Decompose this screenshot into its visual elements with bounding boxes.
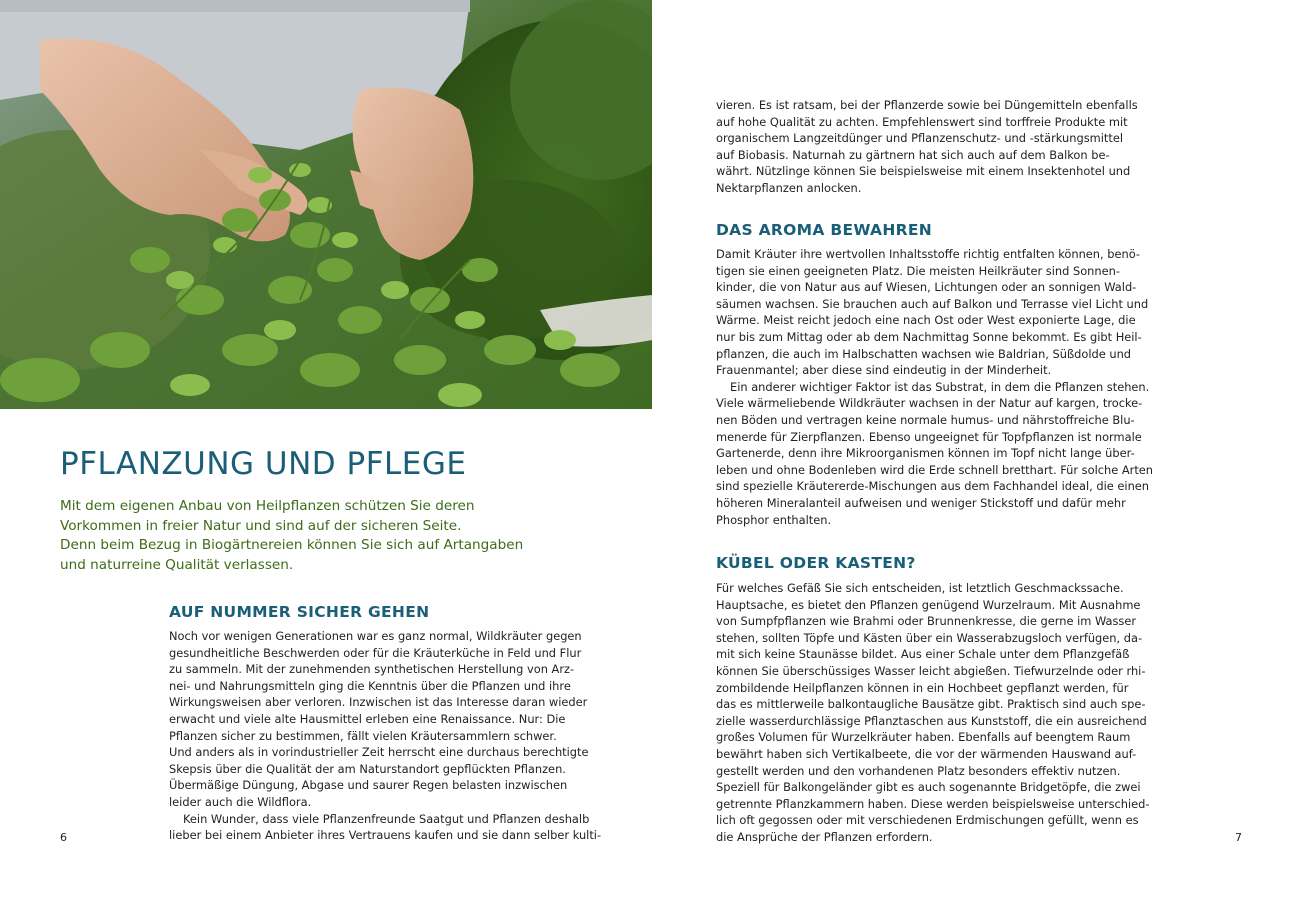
body-line: nen Böden und vertragen keine normale humus- und nährstoffreiche Blu-	[716, 412, 1135, 427]
section-heading-sicher: AUF NUMMER SICHER GEHEN	[169, 603, 430, 621]
body-line: Viele wärmeliebende Wildkräuter wachsen in der Natur auf kargen, trocke-	[716, 396, 1143, 411]
body-line: können Sie überschüssiges Wasser leicht abgießen. Tiefwurzelnde oder rhi-	[716, 663, 1146, 678]
body-line: organischem Langzeitdünger und Pflanzenschutz- und -stärkungsmittel	[716, 131, 1124, 146]
body-line: auf Biobasis. Naturnah zu gärtnern hat sich auch auf dem Balkon be-	[716, 147, 1110, 162]
page-number-right: 7	[1235, 831, 1242, 844]
herb-photo	[0, 0, 652, 409]
body-line: bewährt haben sich Vertikalbeete, die vor der wärmenden Hauswand auf-	[716, 746, 1137, 761]
body-line: pflanzen, die auch im Halbschatten wachsen wie Baldrian, Süßdolde und	[716, 346, 1132, 361]
body-line: gesundheitliche Beschwerden oder für die Kräuterküche in Feld und Flur	[169, 645, 582, 660]
body-line: auf hohe Qualität zu achten. Empfehlenswert sind torffreie Produkte mit	[716, 114, 1128, 129]
body-line: nur bis zum Mittag oder ab dem Nachmittag Sonne bekommt. Es gibt Heil-	[716, 329, 1142, 344]
body-line: Wärme. Meist reicht jedoch eine nach Ost oder West exponierte Lage, die	[716, 313, 1136, 328]
body-line: erwacht und viele alte Hausmittel erleben eine Renaissance. Nur: Die	[169, 711, 566, 726]
page-number-left: 6	[60, 831, 67, 844]
intro-body	[716, 97, 1156, 197]
section-body-kuebel	[716, 580, 1156, 846]
body-line: Wirkungsweisen aber verloren. Inzwischen ist das Interesse daran wieder	[169, 695, 588, 710]
body-line: Übermäßige Düngung, Abgase und saurer Regen belasten inzwischen	[169, 778, 568, 793]
lead-line: Mit dem eigenen Anbau von Heilpflanzen schützen Sie deren	[60, 498, 475, 514]
section-body-aroma	[716, 246, 1156, 528]
body-line: Gartenerde, denn ihre Mikroorganismen können im Topf nicht lange über-	[716, 446, 1135, 461]
hands-picking-oregano-icon	[0, 0, 652, 409]
body-line: Hauptsache, es bietet den Pflanzen genügend Wurzelraum. Mit Ausnahme	[716, 597, 1141, 612]
body-line: Skepsis über die Qualität der am Naturstandort gepflückten Pflanzen.	[169, 761, 566, 776]
body-line: Speziell für Balkongeländer gibt es auch sogenannte Bridgetöpfe, die zwei	[716, 780, 1141, 795]
body-line: höheren Mineralanteil aufweisen und weniger Stickstoff und dafür mehr	[716, 495, 1126, 510]
body-line: Nektarpflanzen anlocken.	[716, 180, 862, 195]
body-line: die Ansprüche der Pflanzen erfordern.	[716, 829, 933, 844]
body-line: Ein anderer wichtiger Faktor ist das Substrat, in dem die Pflanzen stehen.	[730, 379, 1150, 394]
section-heading-kuebel: KÜBEL ODER KASTEN?	[716, 554, 916, 572]
body-line: Und anders als in vorindustrieller Zeit herrscht eine durchaus berechtigte	[169, 745, 589, 760]
body-line: stehen, sollten Töpfe und Kästen über ein Wasserabzugsloch verfügen, da-	[716, 630, 1143, 645]
body-line: leben und ohne Bodenleben wird die Erde schnell bretthart. Für solche Arten	[716, 462, 1154, 477]
body-line: lieber bei einem Anbieter ihres Vertrauens kaufen und sie dann selber kulti-	[169, 828, 602, 843]
body-line: zu sammeln. Mit der zunehmenden synthetischen Herstellung von Arz-	[169, 662, 575, 677]
body-line: vieren. Es ist ratsam, bei der Pflanzerde sowie bei Düngemitteln ebenfalls	[716, 98, 1138, 112]
body-line: kinder, die von Natur aus auf Wiesen, Lichtungen oder an sonnigen Wald-	[716, 280, 1137, 295]
body-line: getrennte Pflanzkammern haben. Diese werden beispielsweise unterschied-	[716, 796, 1150, 811]
body-line: Noch vor wenigen Generationen war es ganz normal, Wildkräuter gegen	[169, 629, 582, 643]
section-heading-aroma: DAS AROMA BEWAHREN	[716, 221, 933, 239]
body-line: Pflanzen sicher zu bestimmen, fällt vielen Kräutersammlern schwer.	[169, 728, 557, 743]
body-line: Für welches Gefäß Sie sich entscheiden, ist letztlich Geschmackssache.	[716, 581, 1124, 595]
page-title: PFLANZUNG UND PFLEGE	[60, 446, 467, 482]
body-line: Kein Wunder, dass viele Pflanzenfreunde Saatgut und Pflanzen deshalb	[183, 811, 590, 826]
lead-line: Denn beim Bezug in Biogärtnereien können Sie sich auf Artangaben	[60, 537, 524, 553]
body-line: zombildende Heilpflanzen können in ein Hochbeet gepflanzt werden, für	[716, 680, 1129, 695]
body-line: großes Volumen für Wurzelkräuter haben. Ebenfalls auf beengtem Raum	[716, 730, 1131, 745]
body-line: von Sumpfpflanzen wie Brahmi oder Brunnenkresse, die gerne im Wasser	[716, 614, 1137, 629]
body-line: leider auch die Wildflora.	[169, 794, 312, 809]
body-line: gestellt werden und den vorhandenen Platz besonders effektiv nutzen.	[716, 763, 1121, 778]
body-line: das es mittlerweile balkontaugliche Bausätze gibt. Praktisch sind auch spe-	[716, 697, 1146, 712]
body-line: tigen sie einen geeigneten Platz. Die meisten Heilkräuter sind Sonnen-	[716, 263, 1120, 278]
body-line: Frauenmantel; aber diese sind eindeutig in der Minderheit.	[716, 363, 1052, 378]
body-line: sind spezielle Kräutererde-Mischungen aus dem Fachhandel ideal, die einen	[716, 479, 1150, 494]
body-line: zielle wasserdurchlässige Pflanztaschen aus Kunststoff, die ein ausreichend	[716, 713, 1147, 728]
body-line: nei- und Nahrungsmitteln ging die Kenntnis über die Pflanzen und ihre	[169, 678, 571, 693]
body-line: lich oft gegossen oder mit verschiedenen Erdmischungen gefüllt, wenn es	[716, 813, 1139, 828]
lead-line: und naturreine Qualität verlassen.	[60, 556, 294, 573]
lead-line: Vorkommen in freier Natur und sind auf der sicheren Seite.	[60, 517, 462, 534]
lead-paragraph	[60, 497, 530, 575]
body-line: währt. Nützlinge können Sie beispielsweise mit einem Insektenhotel und	[716, 164, 1131, 179]
body-line: mit sich keine Staunässe bildet. Aus einer Schale unter dem Pflanzgefäß	[716, 647, 1130, 662]
section-body-sicher	[169, 628, 602, 844]
body-line: menerde für Zierpflanzen. Ebenso ungeeignet für Topfpflanzen ist normale	[716, 429, 1142, 444]
body-line: Damit Kräuter ihre wertvollen Inhaltsstoffe richtig entfalten können, benö-	[716, 247, 1141, 261]
body-line: Phosphor enthalten.	[716, 512, 832, 527]
body-line: säumen wachsen. Sie brauchen auch auf Balkon und Terrasse viel Licht und	[716, 296, 1149, 311]
